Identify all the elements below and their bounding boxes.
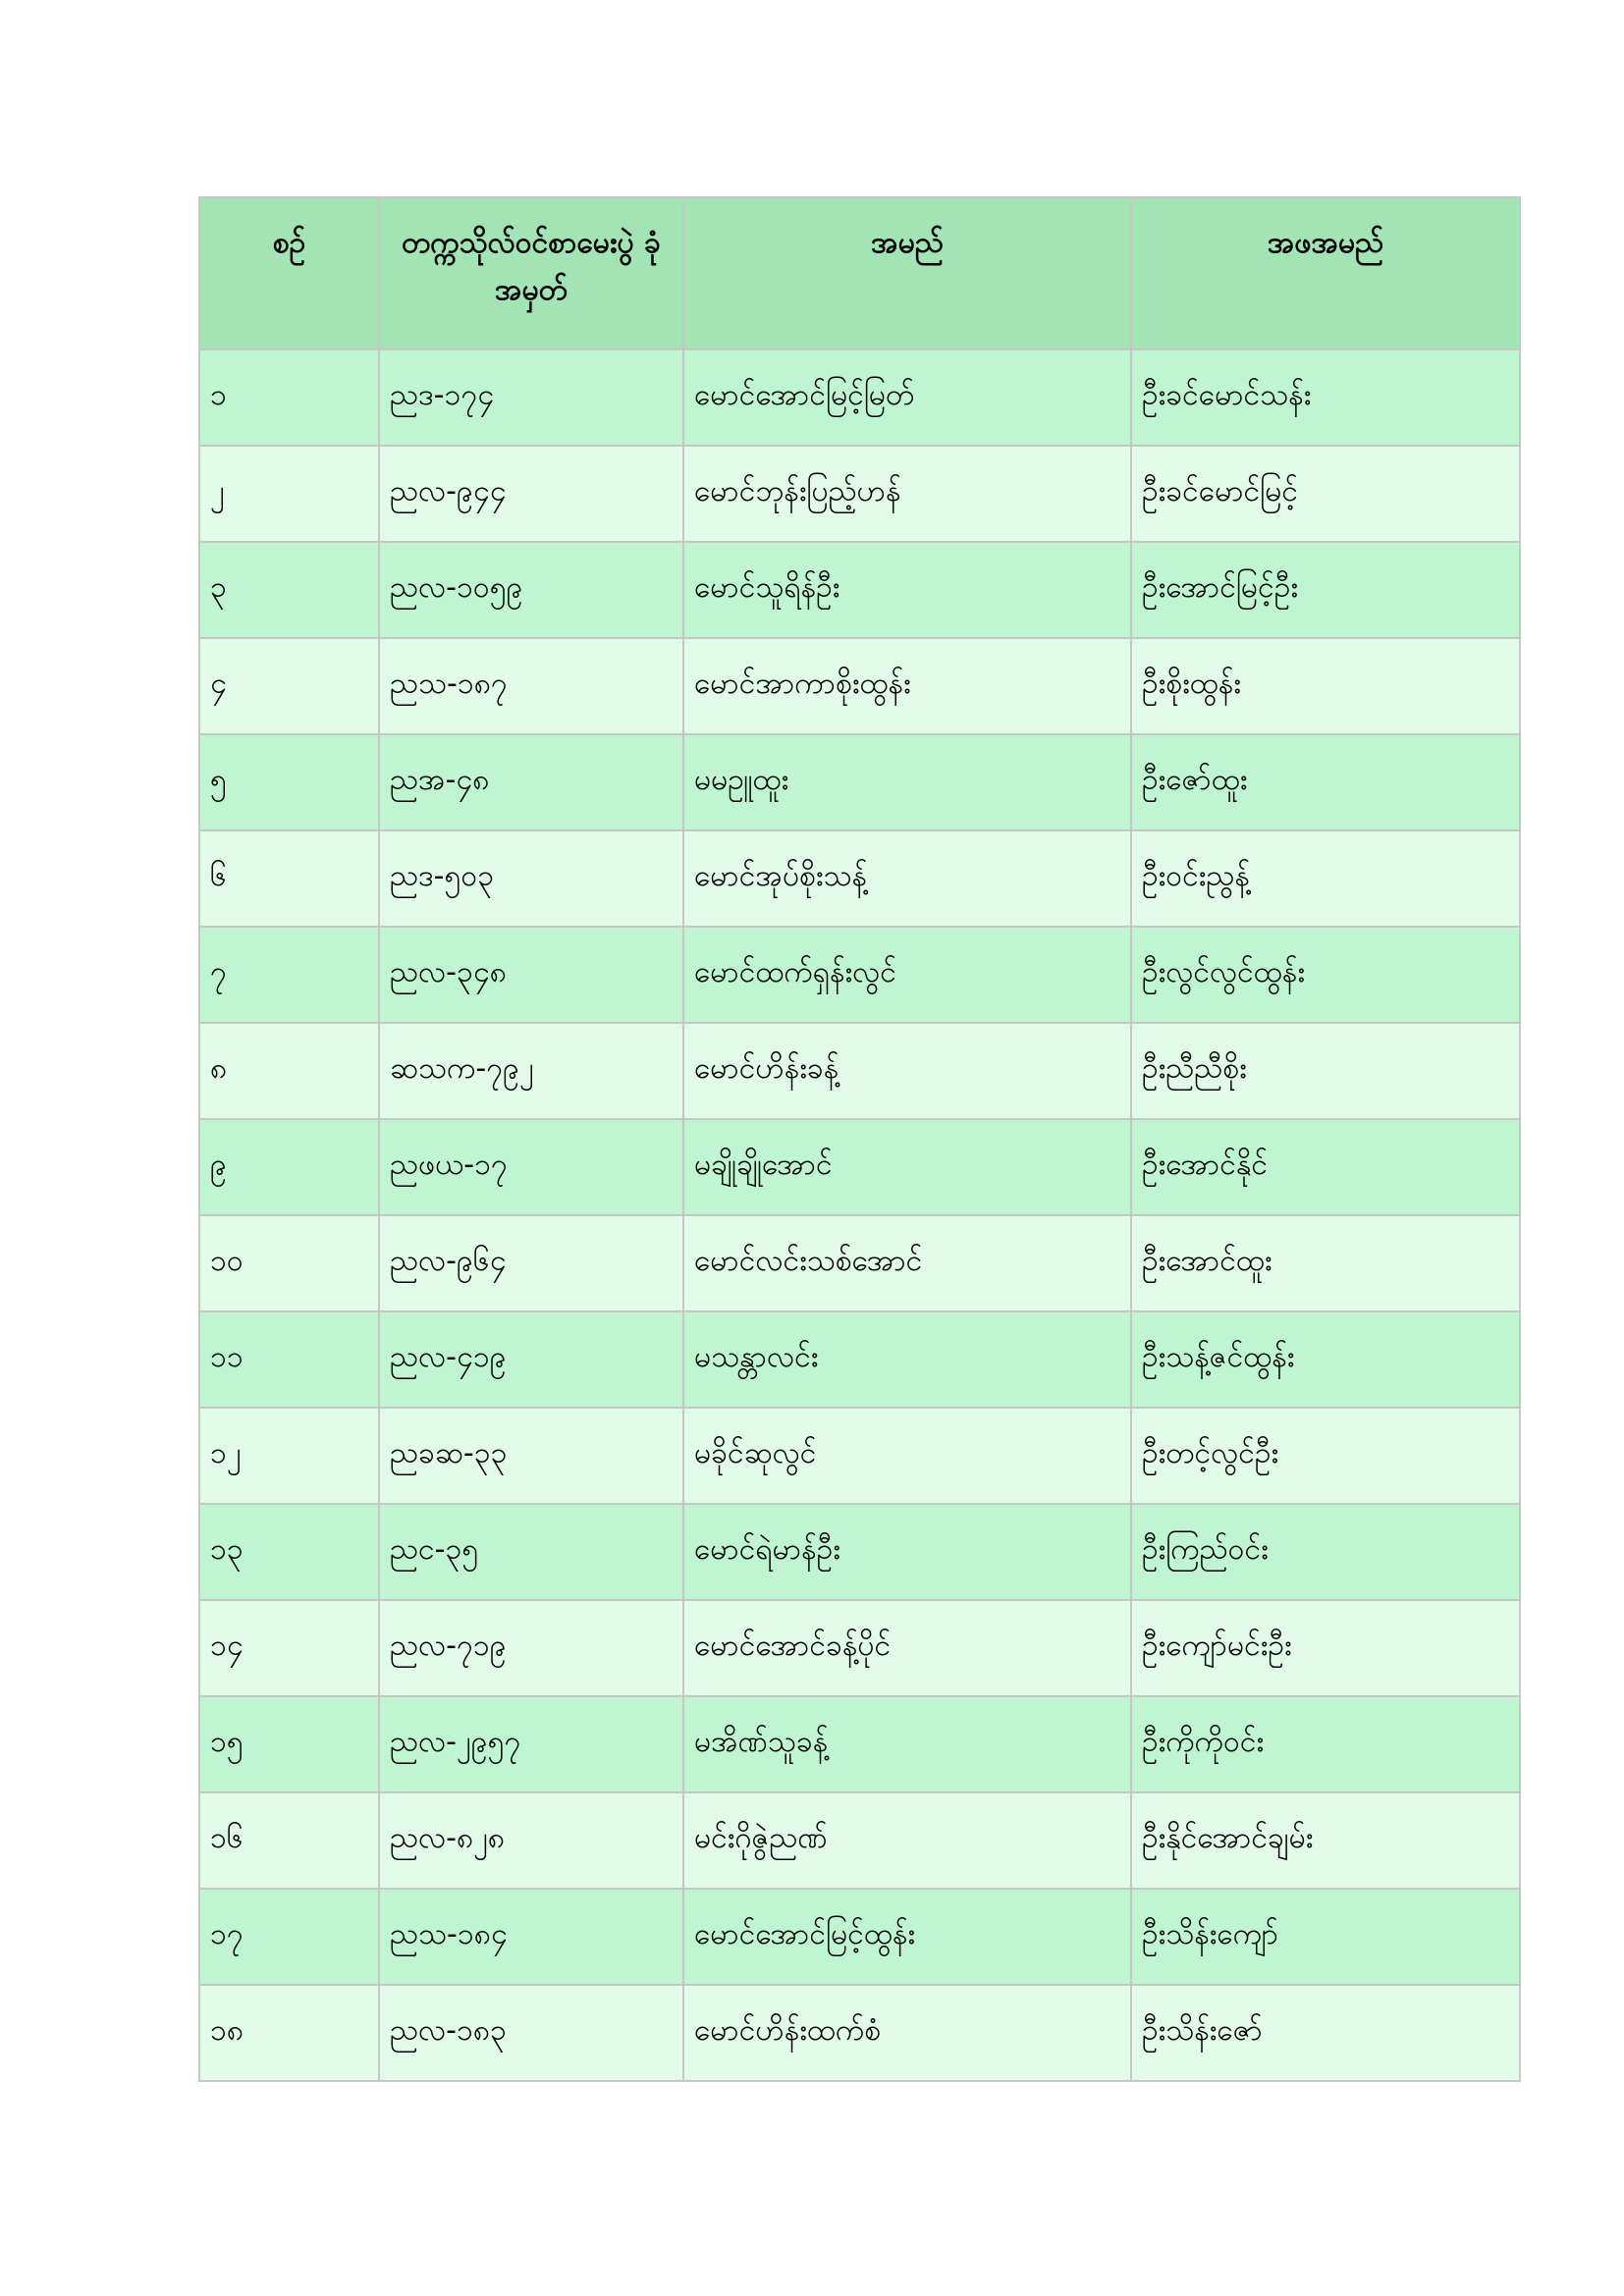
cell-serial: ၁၁ <box>199 1311 379 1408</box>
cell-name: မောင်ဘုန်းပြည့်ဟန် <box>683 446 1131 542</box>
table-row <box>199 1408 1520 1504</box>
cell-father-name: ဦးဇော်ထူး <box>1131 734 1520 830</box>
table-row <box>199 1889 1520 1985</box>
cell-name: မောင်အောင်မြင့်ထွန်း <box>683 1889 1131 1985</box>
cell-serial: ၇ <box>199 927 379 1023</box>
cell-name: မောင်သူရိန်ဦး <box>683 542 1131 638</box>
cell-serial: ၁၅ <box>199 1696 379 1792</box>
cell-serial: ၁ <box>199 349 379 446</box>
table-row <box>199 1792 1520 1889</box>
cell-serial: ၁၆ <box>199 1792 379 1889</box>
table-row <box>199 734 1520 830</box>
cell-father-name: ဦးဝင်းညွန့် <box>1131 830 1520 927</box>
cell-serial: ၅ <box>199 734 379 830</box>
cell-roll-number: ညဒ-၁၇၄ <box>379 349 683 446</box>
table-row <box>199 542 1520 638</box>
cell-father-name: ဦးကြည်ဝင်း <box>1131 1504 1520 1600</box>
cell-father-name: ဦးကိုကိုဝင်း <box>1131 1696 1520 1792</box>
cell-name: မောင်ထက်ရှန်းလွင် <box>683 927 1131 1023</box>
table-row <box>199 1985 1520 2081</box>
cell-name: မချိုချိုအောင် <box>683 1119 1131 1215</box>
cell-roll-number: ညလ-၄၁၉ <box>379 1311 683 1408</box>
cell-serial: ၃ <box>199 542 379 638</box>
cell-name: မောင်ဟိန်းထက်စံ <box>683 1985 1131 2081</box>
cell-father-name: ဦးနိုင်အောင်ချမ်း <box>1131 1792 1520 1889</box>
table-row <box>199 927 1520 1023</box>
cell-name: မောင်အာကာစိုးထွန်း <box>683 638 1131 734</box>
table-row <box>199 349 1520 446</box>
cell-father-name: ဦးသိန်းကျော် <box>1131 1889 1520 1985</box>
cell-serial: ၁၀ <box>199 1215 379 1311</box>
cell-serial: ၉ <box>199 1119 379 1215</box>
cell-roll-number: ညလ-၂၉၅၇ <box>379 1696 683 1792</box>
cell-father-name: ဦးခင်မောင်မြင့် <box>1131 446 1520 542</box>
table-row <box>199 1119 1520 1215</box>
cell-roll-number: ဆသက-၇၉၂ <box>379 1023 683 1119</box>
cell-serial: ၈ <box>199 1023 379 1119</box>
table-header <box>199 197 1520 349</box>
cell-name: မောင်ဟိန်းခန့် <box>683 1023 1131 1119</box>
table-row <box>199 1311 1520 1408</box>
table-row <box>199 1215 1520 1311</box>
cell-roll-number: ညလ-၉၆၄ <box>379 1215 683 1311</box>
cell-roll-number: ညလ-၉၄၄ <box>379 446 683 542</box>
header-serial: စဉ် <box>199 197 379 349</box>
cell-father-name: ဦးလွင်လွင်ထွန်း <box>1131 927 1520 1023</box>
results-table <box>198 196 1521 2082</box>
cell-roll-number: ညခဆ-၃၃ <box>379 1408 683 1504</box>
table-row <box>199 446 1520 542</box>
cell-name: မောင်အောင်ခန့်ပိုင် <box>683 1600 1131 1696</box>
cell-name: မောင်လင်းသစ်အောင် <box>683 1215 1131 1311</box>
cell-roll-number: ညဖယ-၁၇ <box>379 1119 683 1215</box>
cell-father-name: ဦးအောင်မြင့်ဦး <box>1131 542 1520 638</box>
cell-serial: ၁၃ <box>199 1504 379 1600</box>
table-row <box>199 1023 1520 1119</box>
cell-serial: ၁၄ <box>199 1600 379 1696</box>
cell-roll-number: ညသ-၁၈၄ <box>379 1889 683 1985</box>
cell-serial: ၁၂ <box>199 1408 379 1504</box>
cell-father-name: ဦးတင့်လွင်ဦး <box>1131 1408 1520 1504</box>
cell-name: မင်းဂိုဇွဲညဏ် <box>683 1792 1131 1889</box>
header-roll-number: တက္ကသိုလ်ဝင်စာမေးပွဲ ခုံအမှတ် <box>379 197 683 349</box>
cell-roll-number: ညဒ-၅၀၃ <box>379 830 683 927</box>
cell-serial: ၆ <box>199 830 379 927</box>
cell-name: မောင်အောင်မြင့်မြတ် <box>683 349 1131 446</box>
cell-father-name: ဦးအောင်ထူး <box>1131 1215 1520 1311</box>
cell-father-name: ဦးသိန်းဇော် <box>1131 1985 1520 2081</box>
table-row <box>199 1696 1520 1792</box>
cell-name: မောင်အုပ်စိုးသန့် <box>683 830 1131 927</box>
cell-roll-number: ညလ-၈၂၈ <box>379 1792 683 1889</box>
cell-name: မခိုင်ဆုလွင် <box>683 1408 1131 1504</box>
cell-name: မသန္တာလင်း <box>683 1311 1131 1408</box>
cell-father-name: ဦးသန့်ဇင်ထွန်း <box>1131 1311 1520 1408</box>
header-row <box>199 197 1520 349</box>
cell-roll-number: ညလ-၃၄၈ <box>379 927 683 1023</box>
cell-serial: ၁၈ <box>199 1985 379 2081</box>
cell-roll-number: ညလ-၁၀၅၉ <box>379 542 683 638</box>
cell-father-name: ဦးညီညီစိုး <box>1131 1023 1520 1119</box>
cell-roll-number: ညလ-၇၁၉ <box>379 1600 683 1696</box>
cell-name: မမဥူထူး <box>683 734 1131 830</box>
cell-serial: ၄ <box>199 638 379 734</box>
table-body <box>199 349 1520 2081</box>
table-row <box>199 1504 1520 1600</box>
cell-roll-number: ညင-၃၅ <box>379 1504 683 1600</box>
cell-serial: ၂ <box>199 446 379 542</box>
cell-roll-number: ညလ-၁၈၃ <box>379 1985 683 2081</box>
cell-father-name: ဦးအောင်နိုင် <box>1131 1119 1520 1215</box>
header-father-name: အဖအမည် <box>1131 197 1520 349</box>
header-name: အမည် <box>683 197 1131 349</box>
cell-father-name: ဦးစိုးထွန်း <box>1131 638 1520 734</box>
cell-roll-number: ညသ-၁၈၇ <box>379 638 683 734</box>
cell-serial: ၁၇ <box>199 1889 379 1985</box>
table-row <box>199 830 1520 927</box>
cell-father-name: ဦးခင်မောင်သန်း <box>1131 349 1520 446</box>
cell-name: မောင်ရဲမာန်ဦး <box>683 1504 1131 1600</box>
cell-roll-number: ညအ-၄၈ <box>379 734 683 830</box>
table-row <box>199 638 1520 734</box>
cell-name: မအိဏ်သူခန့် <box>683 1696 1131 1792</box>
cell-father-name: ဦးကျော်မင်းဦး <box>1131 1600 1520 1696</box>
table-row <box>199 1600 1520 1696</box>
